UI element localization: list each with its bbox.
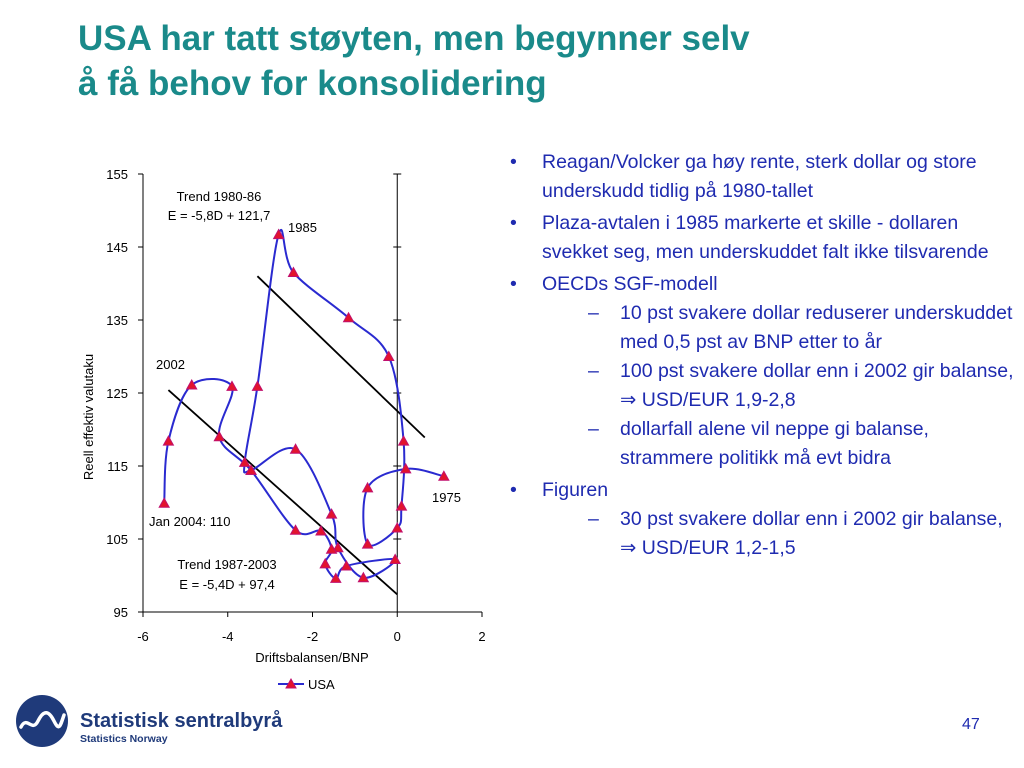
bullet-list [510,148,1020,566]
annotation-jan-2004: Jan 2004: 110 [149,514,231,529]
y-tick-label: 125 [106,386,128,401]
bullet-marker: • [510,273,517,295]
sub-bullet-marker: – [588,302,599,324]
y-tick-label: 105 [106,532,128,547]
sub-bullet-text: 30 pst svakere dollar enn i 2002 gir balanse, ⇒ USD/EUR 1,2-1,5 [620,508,1003,559]
annotation-1985: 1985 [288,220,317,235]
sub-bullet-marker: – [588,418,599,440]
trendline [257,276,424,437]
bullet-marker: • [510,212,517,234]
annotation-1975: 1975 [432,490,461,505]
sub-bullet-item [542,505,1020,563]
sub-bullet-list [542,505,1020,563]
data-point [252,381,262,390]
bullet-text: Plaza-avtalen i 1985 markerte et skille - dollaren svekket seg, men underskuddet falt ikke tilsvarende [542,212,989,263]
x-tick-label: -4 [221,629,234,644]
trend-1980-86-equation: E = -5,8D + 121,7 [167,208,271,223]
legend-usa: USA [308,677,335,692]
bullet-text: OECDs SGF-modell [542,273,718,295]
data-point [399,436,409,445]
x-tick-label: 2 [478,629,486,644]
trend-1980-86-label: Trend 1980-86 [176,189,262,204]
annotation-2002: 2002 [156,357,185,372]
data-point [288,268,298,277]
data-point [327,509,337,518]
data-point [187,380,197,389]
data-point [363,539,373,548]
sub-bullet-text: 100 pst svakere dollar enn i 2002 gir balanse, ⇒ USD/EUR 1,9-2,8 [620,360,1014,411]
y-axis-label: Reell effektiv valutaku [81,353,96,481]
logo-name: Statistisk sentralbyrå [80,710,283,732]
x-tick-label: -2 [306,629,319,644]
sub-bullet-marker: – [588,508,599,530]
bullet-text: Figuren [542,479,609,501]
slide-title [78,16,978,106]
x-axis-label: Driftsbalansen/BNP [255,650,369,665]
bullet-marker: • [510,151,517,173]
y-tick-label: 155 [106,167,128,182]
data-point [320,559,330,568]
bullet-item [510,270,1020,473]
data-point [384,352,394,361]
x-tick-label: -6 [137,629,149,644]
sub-bullet-marker: – [588,360,599,382]
bullet-text: Reagan/Volcker ga høy rente, sterk dollar og store underskudd tidlig på 1980-tallet [542,151,977,202]
bullet-item [510,476,1020,563]
sub-bullet-text: 10 pst svakere dollar reduserer underskuddet med 0,5 pst av BNP etter to år [620,302,1013,353]
y-tick-label: 115 [107,459,128,474]
chart-series-usa [159,230,449,583]
x-tick-label: 0 [393,629,401,644]
trend-1987-2003-equation: E = -5,4D + 97,4 [179,577,275,592]
data-point [163,436,173,445]
logo-subname: Statistics Norway [80,733,168,745]
page-number: 47 [962,716,980,733]
y-tick-label: 135 [106,313,128,328]
chart-trendlines [168,276,424,594]
trend-1987-2003-label: Trend 1987-2003 [177,557,277,572]
chart-axes [106,167,485,644]
sub-bullet-item [542,357,1020,415]
sub-bullet-item [542,415,1020,473]
sub-bullet-item [542,299,1020,357]
sub-bullet-list [542,299,1020,473]
bullet-item [510,209,1020,267]
y-tick-label: 145 [106,240,128,255]
bullet-marker: • [510,479,517,501]
bullet-item [510,148,1020,206]
slide-title-line1: USA har tatt støyten, men begynner selv [78,19,750,58]
data-point [159,498,169,507]
data-point [396,501,406,510]
y-tick-label: 95 [113,605,128,620]
exchange-rate-current-account-chart [0,150,505,705]
sub-bullet-text: dollarfall alene vil neppe gi balanse, strammere politikk må evt bidra [620,418,929,469]
chart-legend [278,677,335,692]
chart-annotations [149,189,461,592]
slide-title-line2: å få behov for konsolidering [78,64,547,103]
